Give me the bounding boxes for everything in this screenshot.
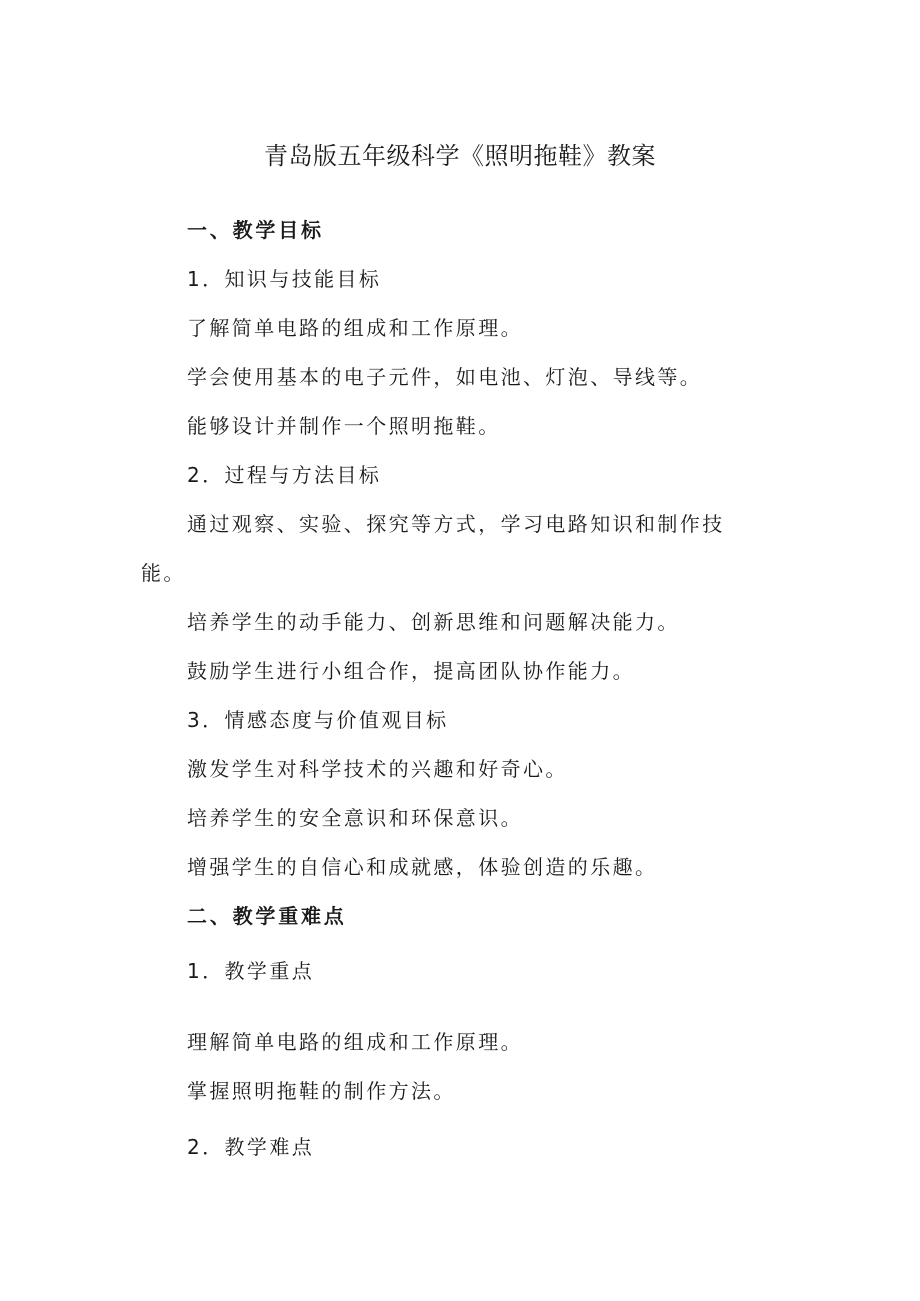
subheading-difficult-points: 2．教学难点 bbox=[187, 1135, 315, 1159]
paragraph: 增强学生的自信心和成就感，体验创造的乐趣。 bbox=[187, 855, 658, 879]
section-heading-key-difficult-points: 二、教学重难点 bbox=[187, 904, 347, 928]
paragraph-continuation: 能。 bbox=[141, 561, 186, 585]
subheading-knowledge-skills: 1．知识与技能目标 bbox=[187, 267, 382, 291]
document-title: 青岛版五年级科学《照明拖鞋》教案 bbox=[264, 142, 656, 170]
paragraph: 学会使用基本的电子元件，如电池、灯泡、导线等。 bbox=[187, 365, 703, 389]
paragraph: 了解简单电路的组成和工作原理。 bbox=[187, 316, 523, 340]
paragraph: 激发学生对科学技术的兴趣和好奇心。 bbox=[187, 757, 568, 781]
paragraph: 掌握照明拖鞋的制作方法。 bbox=[187, 1079, 456, 1103]
subheading-process-method: 2．过程与方法目标 bbox=[187, 463, 382, 487]
subheading-attitude-values: 3．情感态度与价值观目标 bbox=[187, 708, 449, 732]
section-heading-teaching-goals: 一、教学目标 bbox=[187, 218, 324, 242]
paragraph: 通过观察、实验、探究等方式，学习电路知识和制作技 bbox=[187, 512, 725, 536]
paragraph: 培养学生的安全意识和环保意识。 bbox=[187, 806, 523, 830]
paragraph: 鼓励学生进行小组合作，提高团队协作能力。 bbox=[187, 659, 635, 683]
paragraph: 培养学生的动手能力、创新思维和问题解决能力。 bbox=[187, 610, 680, 634]
paragraph: 能够设计并制作一个照明拖鞋。 bbox=[187, 414, 501, 438]
paragraph: 理解简单电路的组成和工作原理。 bbox=[187, 1030, 523, 1054]
subheading-key-points: 1．教学重点 bbox=[187, 959, 315, 983]
